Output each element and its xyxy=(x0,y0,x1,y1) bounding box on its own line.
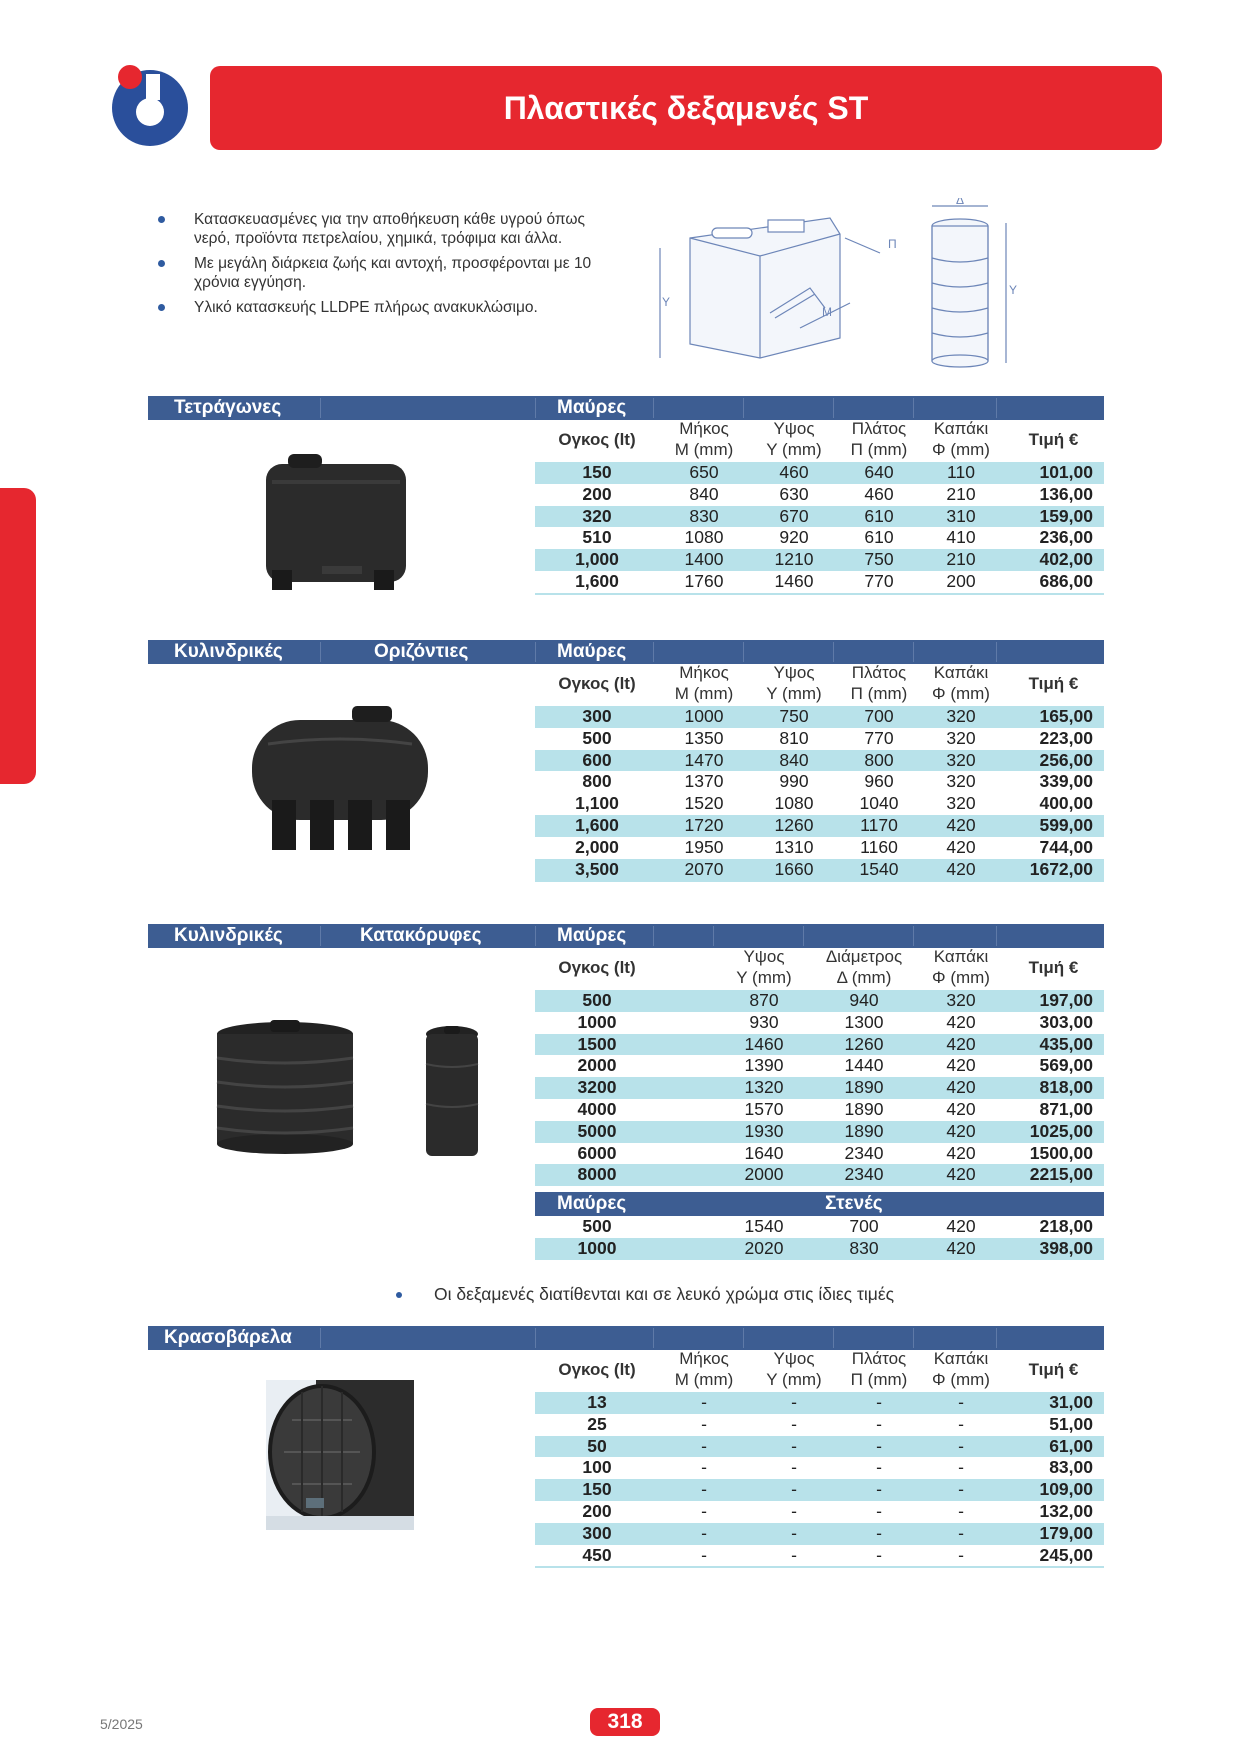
table-row: 1,600 1760 1460 770 200 686,00 xyxy=(575,570,1093,591)
table-row: 1000 930 1300 420 303,00 xyxy=(577,1011,1093,1032)
header-height-unit: Υ (mm) xyxy=(736,968,792,987)
bullet-dot-icon xyxy=(158,304,165,311)
section-bar-vertical xyxy=(148,924,1104,948)
table-row: 300 - - - - 179,00 xyxy=(535,1523,1104,1545)
table-row: 1000 2020 830 420 398,00 xyxy=(535,1238,1104,1260)
footer-date: 5/2025 xyxy=(100,1716,143,1732)
intro-bullet: Κατασκευασμένες για την αποθήκευση κάθε υγρού όπως νερό, προϊόντα πετρελαίου, χημικά, τρόφιμα και άλλα. xyxy=(150,210,620,248)
table-row: 1500 1460 1260 420 435,00 xyxy=(535,1034,1104,1056)
bullet-dot-icon xyxy=(158,216,165,223)
table-row: 25 - - - - 51,00 xyxy=(587,1413,1093,1434)
header-volume: Ογκος (lt) xyxy=(558,1360,636,1379)
header-lid: Καπάκι xyxy=(933,663,989,682)
bar-divider xyxy=(653,1328,654,1348)
bar-divider xyxy=(535,642,536,662)
table-header-square xyxy=(535,418,1104,462)
diagram-label-height-right: Υ xyxy=(1009,283,1018,297)
table-row: 1,600 1720 1260 1170 420 599,00 xyxy=(535,815,1104,837)
table-row: 500 1540 700 420 218,00 xyxy=(582,1216,1093,1236)
table-row: 8000 2000 2340 420 2215,00 xyxy=(535,1164,1104,1186)
bar-divider xyxy=(743,1328,744,1348)
intro-bullet: Υλικό κατασκευής LLDPE πλήρως ανακυκλώσιμο. xyxy=(150,298,620,317)
bar-divider xyxy=(996,642,997,662)
bar-divider xyxy=(913,642,914,662)
header-lid-unit: Φ (mm) xyxy=(932,968,990,987)
table-header-barrels xyxy=(535,1348,1104,1392)
table-row: 510 1080 920 610 410 236,00 xyxy=(582,527,1093,548)
table-barrels xyxy=(535,1392,1104,1568)
header-height-unit: Υ (mm) xyxy=(766,1370,822,1389)
section-sublabel: Οριζόντιες xyxy=(374,641,469,662)
table-row: 320 830 670 610 310 159,00 xyxy=(535,506,1104,528)
bar-divider xyxy=(713,926,714,946)
bar-divider xyxy=(535,926,536,946)
header-diameter-unit: Δ (mm) xyxy=(836,968,892,987)
table-row: 50 - - - - 61,00 xyxy=(535,1436,1104,1458)
header-volume: Ογκος (lt) xyxy=(558,430,636,449)
bar-divider xyxy=(743,398,744,418)
header-width-unit: Π (mm) xyxy=(850,440,908,459)
header-height-unit: Υ (mm) xyxy=(766,440,822,459)
section-label: Τετράγωνες xyxy=(174,397,282,418)
wine-barrel-image xyxy=(266,1380,414,1530)
bar-divider xyxy=(833,1328,834,1348)
table-row: 13 - - - - 31,00 xyxy=(535,1392,1104,1414)
table-row: 4000 1570 1890 420 871,00 xyxy=(577,1098,1093,1119)
section-color-label: Μαύρες xyxy=(557,925,627,946)
header-height: Υψος xyxy=(773,663,815,682)
bar-divider xyxy=(320,642,321,662)
section-color-label: Μαύρες xyxy=(557,641,627,662)
table-row: 6000 1640 2340 420 1500,00 xyxy=(577,1142,1093,1163)
header-lid-unit: Φ (mm) xyxy=(932,684,990,703)
table-bottom-line xyxy=(535,880,1104,882)
diagram-label-width: Π xyxy=(888,237,897,251)
section-label: Κυλινδρικές xyxy=(174,925,283,946)
bar-divider xyxy=(913,1328,914,1348)
table-row: 500 1350 810 770 320 223,00 xyxy=(582,727,1093,748)
bar-divider xyxy=(535,1328,536,1348)
header-length-unit: Μ (mm) xyxy=(674,1370,734,1389)
subsection-color-label: Μαύρες xyxy=(557,1193,627,1214)
intro-bullets xyxy=(150,210,620,323)
table-row: 1,000 1400 1210 750 210 402,00 xyxy=(535,549,1104,571)
table-row: 2,000 1950 1310 1160 420 744,00 xyxy=(575,836,1093,857)
table-row: 3,500 2070 1660 1540 420 1672,00 xyxy=(535,859,1104,881)
table-row: 150 650 460 640 110 101,00 xyxy=(535,462,1104,484)
header-length: Μήκος xyxy=(679,419,729,438)
table-bottom-line xyxy=(535,593,1104,595)
table-row: 5000 1930 1890 420 1025,00 xyxy=(535,1121,1104,1143)
bar-divider xyxy=(833,642,834,662)
header-height: Υψος xyxy=(773,1349,815,1368)
header-length: Μήκος xyxy=(679,663,729,682)
bar-divider xyxy=(320,1328,321,1348)
section-bar-horizontal xyxy=(148,640,1104,664)
table-row: 100 - - - - 83,00 xyxy=(582,1457,1093,1478)
table-row: 3200 1320 1890 420 818,00 xyxy=(535,1077,1104,1099)
bar-divider xyxy=(653,398,654,418)
header-width: Πλάτος xyxy=(851,663,907,682)
header-length: Μήκος xyxy=(679,1349,729,1368)
bar-divider xyxy=(913,398,914,418)
header-length-unit: Μ (mm) xyxy=(674,684,734,703)
header-price: Τιμή € xyxy=(1028,958,1079,977)
header-lid: Καπάκι xyxy=(933,947,989,966)
vertical-tank-narrow-image xyxy=(424,1024,480,1162)
table-row: 150 - - - - 109,00 xyxy=(535,1479,1104,1501)
section-sublabel: Κατακόρυφες xyxy=(360,925,482,946)
tank-dimension-diagram xyxy=(650,198,1030,376)
table-square xyxy=(535,462,1104,595)
page-number: 318 xyxy=(590,1708,660,1736)
header-width-unit: Π (mm) xyxy=(850,684,908,703)
header-length-unit: Μ (mm) xyxy=(674,440,734,459)
company-logo xyxy=(108,64,188,148)
bar-divider xyxy=(996,926,997,946)
bar-divider xyxy=(535,398,536,418)
table-row: 500 870 940 320 197,00 xyxy=(535,990,1104,1012)
header-lid: Καπάκι xyxy=(933,419,989,438)
bar-divider xyxy=(320,926,321,946)
bar-divider xyxy=(803,926,804,946)
table-row: 450 - - - - 245,00 xyxy=(582,1544,1093,1565)
header-width-unit: Π (mm) xyxy=(850,1370,908,1389)
square-tank-image xyxy=(262,450,412,592)
table-header-vertical xyxy=(535,946,1104,990)
table-row: 300 1000 750 700 320 165,00 xyxy=(535,706,1104,728)
bar-divider xyxy=(996,398,997,418)
diagram-label-length: Μ xyxy=(822,305,832,319)
bullet-dot-icon xyxy=(158,260,165,267)
table-row: 800 1370 990 960 320 339,00 xyxy=(582,771,1093,792)
page-title: Πλαστικές δεξαμενές ST xyxy=(210,66,1162,150)
section-bar-square xyxy=(148,396,1104,420)
bullet-dot-icon xyxy=(396,1292,402,1298)
bar-divider xyxy=(743,642,744,662)
section-color-label: Μαύρες xyxy=(557,397,627,418)
table-horizontal xyxy=(535,706,1104,882)
table-row: 200 840 630 460 210 136,00 xyxy=(582,483,1093,504)
table-vertical xyxy=(535,990,1104,1186)
diagram-label-diameter: Δ xyxy=(956,198,965,207)
bar-divider xyxy=(653,642,654,662)
header-height-unit: Υ (mm) xyxy=(766,684,822,703)
diagram-label-height-left: Υ xyxy=(662,295,671,309)
bar-divider xyxy=(913,926,914,946)
subsection-label: Στενές xyxy=(825,1193,883,1214)
bar-divider xyxy=(996,1328,997,1348)
table-header-horizontal xyxy=(535,662,1104,706)
horizontal-tank-image xyxy=(248,704,432,854)
header-price: Τιμή € xyxy=(1028,430,1079,449)
side-tab-marker xyxy=(0,488,36,784)
header-height: Υψος xyxy=(743,947,785,966)
table-row: 1,100 1520 1080 1040 320 400,00 xyxy=(575,793,1093,814)
table-bottom-line xyxy=(535,1566,1104,1568)
subsection-bar-narrow xyxy=(535,1192,1104,1216)
header-lid-unit: Φ (mm) xyxy=(932,1370,990,1389)
table-row: 200 - - - - 132,00 xyxy=(582,1500,1093,1521)
section-label: Κρασοβάρελα xyxy=(164,1327,292,1348)
header-volume: Ογκος (lt) xyxy=(558,958,636,977)
header-lid: Καπάκι xyxy=(933,1349,989,1368)
vertical-tank-wide-image xyxy=(210,1018,360,1156)
header-volume: Ογκος (lt) xyxy=(558,674,636,693)
header-width: Πλάτος xyxy=(851,419,907,438)
bar-divider xyxy=(320,398,321,418)
intro-bullet: Με μεγάλη διάρκεια ζωής και αντοχή, προσφέρονται με 10 χρόνια εγγύηση. xyxy=(150,254,620,292)
table-row: 600 1470 840 800 320 256,00 xyxy=(535,750,1104,772)
table-row: 2000 1390 1440 420 569,00 xyxy=(577,1055,1093,1076)
bar-divider xyxy=(653,926,654,946)
white-color-note: Οι δεξαμενές διατίθενται και σε λευκό χρώμα στις ίδιες τιμές xyxy=(390,1284,894,1305)
table-vertical-narrow xyxy=(535,1216,1104,1260)
header-price: Τιμή € xyxy=(1028,1360,1079,1379)
header-height: Υψος xyxy=(773,419,815,438)
bar-divider xyxy=(833,398,834,418)
header-width: Πλάτος xyxy=(851,1349,907,1368)
header-diameter: Διάμετρος xyxy=(825,947,903,966)
section-bar-barrels xyxy=(148,1326,1104,1350)
header-lid-unit: Φ (mm) xyxy=(932,440,990,459)
section-label: Κυλινδρικές xyxy=(174,641,283,662)
header-price: Τιμή € xyxy=(1028,674,1079,693)
